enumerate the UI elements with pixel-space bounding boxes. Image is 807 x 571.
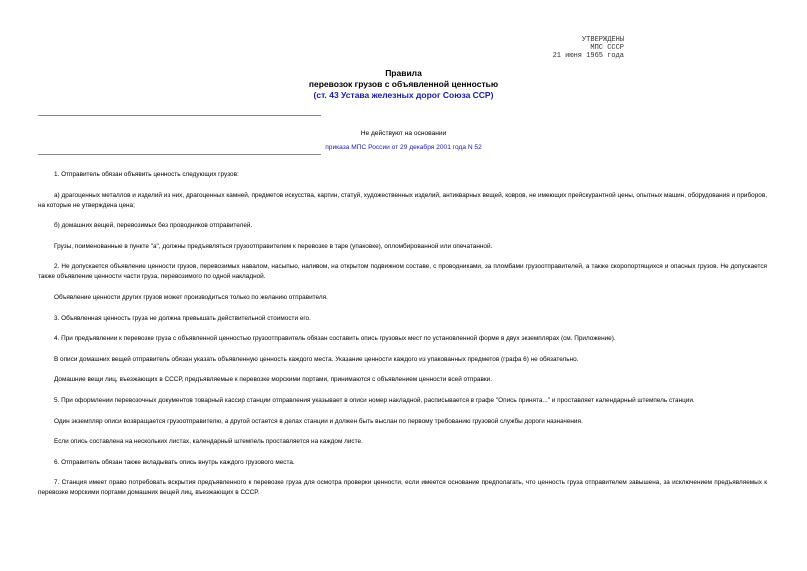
paragraph: а) драгоценных металлов и изделий из них, драгоценных камней, предметов искусства, картин, статуй, художественных изделий, антикварных вещей, ковров, не имеющих прейскурантной цены, опытных машин, оборудования и приборов, на которые не утверждена цена; <box>38 191 767 209</box>
statute-link[interactable]: (ст. 43 Устава железных дорог Союза ССР) <box>313 90 494 100</box>
document-title <box>0 68 807 101</box>
validity-status <box>0 127 807 155</box>
paragraph: б) домашних вещей, перевозимых без проводников отправителей. <box>54 222 253 230</box>
paragraph: Объявление ценности других грузов может производиться только по желанию отправителя. <box>54 293 328 301</box>
title-line: Правила <box>385 68 422 78</box>
divider <box>38 115 321 116</box>
divider <box>38 154 321 155</box>
paragraph: Домашние вещи лиц, въезжающих в СССР, предъявляемые к перевозке морскими портами, принимаются с объявлением ценности всей отправки. <box>54 376 493 384</box>
document-body <box>38 170 767 509</box>
approval-line: МПС СССР <box>590 44 624 52</box>
paragraph: Если опись составлена на нескольких листах, календарный штемпель проставляется на каждом листе. <box>54 438 363 446</box>
title-line: перевозок грузов с объявленной ценностью <box>308 79 499 89</box>
paragraph: 6. Отправитель обязан также вкладывать опись внутрь каждого грузового места. <box>54 458 295 466</box>
approval-stamp <box>553 36 624 60</box>
paragraph: 2. Не допускается объявление ценности грузов, перевозимых навалом, насыпью, наливом, на открытом подвижном составе, с проводниками, за пломбами грузоотправителей, а также скоропортящихся и опасных грузов. Не допускается также объявление ценности части груза, перевозимого по одной накладной. <box>38 263 767 281</box>
paragraph: 5. При оформлении перевозочных документов товарный кассир станции отправления указывает в описи номер накладной, расписывается в графе "Опись принята..." и проставляет календарный штемпель станции. <box>54 396 695 404</box>
approval-line: УТВЕРЖДЕНЫ <box>581 36 624 44</box>
paragraph: 7. Станция имеет право потребовать вскрытия предъявленного к перевозке груза для осмотра проверки ценности, если имеется основание предполагать, что ценность груза отправителем завышена, за исключением предъявляемых к перевозке морскими портами домашних вещей лиц, въезжающих в СССР. <box>38 479 767 497</box>
paragraph: Один экземпляр описи возвращается грузоотправителю, а другой остается в делах станции и должен быть выслан по первому требованию грузовой службы дороги назначения. <box>54 417 583 425</box>
order-link[interactable]: приказа МПС России от 29 декабря 2001 года N 52 <box>325 144 482 151</box>
paragraph: В описи домашних вещей отправитель обязан указать объявленную ценность каждого места. Указание ценности каждого из упакованных предметов (графа 6) не обязательно. <box>54 355 579 363</box>
status-text: Не действуют на основании <box>360 130 447 137</box>
paragraph: 1. Отправитель обязан объявить ценность следующих грузов: <box>54 171 239 178</box>
paragraph: 4. При предъявлении к перевозке груза с объявленной ценностью грузоотправитель обязан составить опись грузовых мест по установленной форме в двух экземплярах (см. Приложение). <box>54 335 616 343</box>
paragraph: 3. Объявленная ценность груза не должна превышать действительной стоимости его. <box>54 314 311 322</box>
approval-date: 21 июня 1965 года <box>552 52 624 60</box>
paragraph: Грузы, поименованные в пункте "а", должны предъявляться грузоотправителем к перевозке в таре (упаковке), опломбированной или опечатанной. <box>54 242 493 250</box>
